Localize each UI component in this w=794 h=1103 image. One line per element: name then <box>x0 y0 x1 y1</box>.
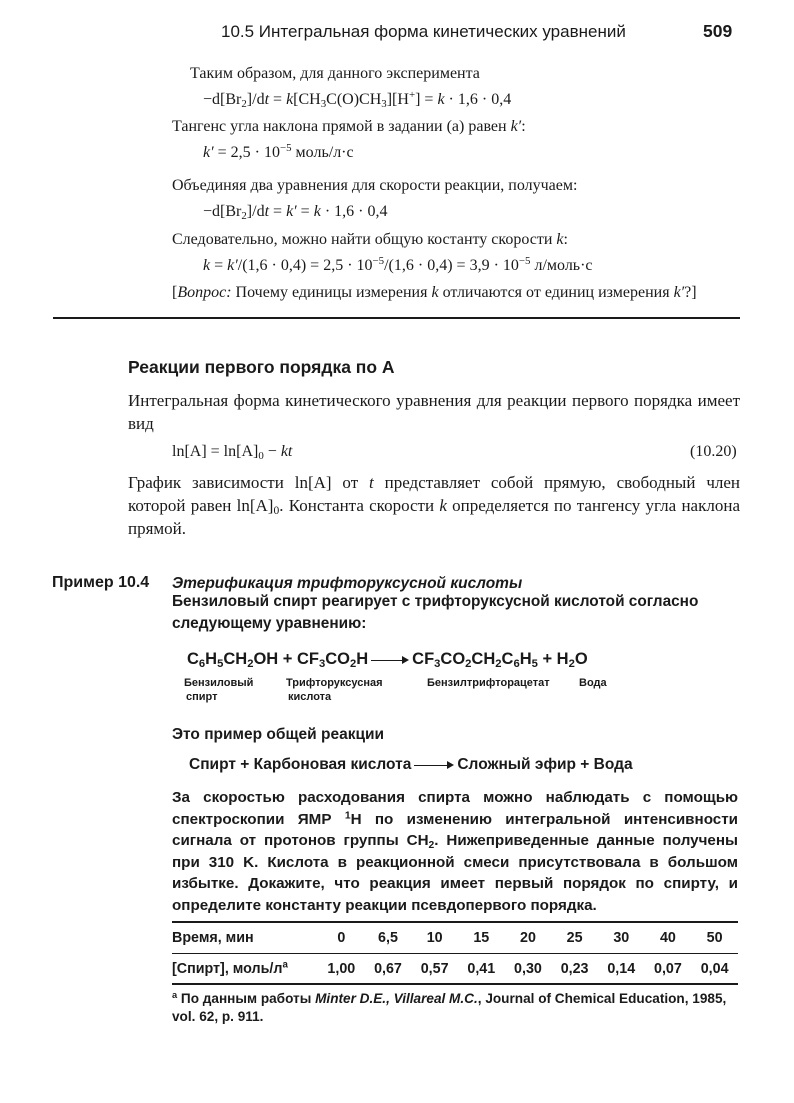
table-cell: 1,00 <box>327 960 356 977</box>
product-benzyl-trifluoroacetate: $CF_3CO_2CH_2C_6H_5$ <box>412 650 538 671</box>
text-line: Таким образом, для данного эксперимента <box>190 65 480 82</box>
reactant-benzyl-alcohol: $C_6H_5CH_2OH$ <box>187 650 279 671</box>
equation-number: (10.20) <box>690 443 737 460</box>
table-cell: 25 <box>566 929 583 946</box>
rate-constant-equation: $k' = 2,5 \cdot 10^{-5}$ моль/л·с <box>203 142 354 161</box>
chemical-reaction: $C_6H_5CH_2OH + CF_3CO_2H$ $CF_3CO_2CH_2C_6H_5 + H_2O$ <box>187 650 588 671</box>
rate-constant-calculation: $k = k'/(1,6 \cdot 0,4) = 2,5 \cdot 10^{-5}/(1,6 \cdot 0,4) = 3,9 \cdot 10^{-5}$ л/моль·с <box>203 255 593 274</box>
table-cell: 0,57 <box>420 960 449 977</box>
table-cell: 0 <box>337 929 346 946</box>
reaction-arrow-icon <box>371 655 409 665</box>
rate-equation-1: $-d[Br_2]/dt = k[CH_3C(O)CH_3][H^+] = k \cdot 1,6 \cdot 0,4$ <box>203 89 512 111</box>
product-water: $H_2O$ <box>556 650 588 671</box>
explanation-paragraph: График зависимости ln[A] от t представляет собой прямую, свободный член которой равен $\ln[A]_0$. Константа скорости k определяется по тангенсу угла наклона прямой. <box>128 473 741 538</box>
label-water: Вода <box>579 677 607 689</box>
section-heading: Реакции первого порядка по А <box>128 357 395 377</box>
running-head: 10.5 Интегральная форма кинетических уравнений <box>221 22 626 41</box>
example-title: Этерификация трифторуксусной кислоты <box>172 575 523 592</box>
table-cell: 0,67 <box>374 960 402 977</box>
row-header-time: Время, мин <box>172 929 254 946</box>
table-row-concentration <box>172 953 738 984</box>
table-cell: 10 <box>426 929 443 946</box>
rate-equation-2: $-d[Br_2]/dt = k' = k \cdot 1,6 \cdot 0,4$ <box>203 203 388 223</box>
label-benzyl-alcohol: Бензиловый спирт <box>184 677 254 703</box>
section-divider <box>53 317 740 319</box>
example-label: Пример 10.4 <box>52 574 150 591</box>
row-header-concentration: [Спирт], моль/$л^a$ <box>172 959 288 977</box>
table-footnote: $^a$ По данным работы Minter D.E., Villareal M.C., Journal of Chemical Education, 1985, vol. 62, p. 911. <box>172 989 727 1024</box>
general-reaction: Спирт + Карбоновая кислота Сложный эфир + Вода <box>189 756 633 773</box>
table-cell: 0,07 <box>654 960 682 977</box>
text-line: Тангенс угла наклона прямой в задании (а) равен k′: <box>172 118 526 135</box>
page-number: 509 <box>703 21 733 41</box>
label-benzyl-trifluoroacetate: Бензилтрифторацетат <box>427 677 550 689</box>
table-cell: 30 <box>613 929 630 946</box>
table-cell: 0,04 <box>700 960 729 977</box>
first-order-equation: $\ln[A] = \ln[A]_0$ − kt <box>172 443 293 463</box>
reaction-arrow-icon <box>414 760 454 770</box>
text-line: Следовательно, можно найти общую костанту скорости k: <box>172 231 568 248</box>
table-cell: 0,30 <box>514 960 542 977</box>
intro-paragraph: Интегральная форма кинетического уравнения для реакции первого порядка имеет вид <box>128 391 740 433</box>
table-cell: 20 <box>520 929 536 946</box>
text-line: Объединяя два уравнения для скорости реакции, получаем: <box>172 177 578 194</box>
reactant-trifluoroacetic-acid: $CF_3CO_2H$ <box>297 650 369 671</box>
general-reaction-heading: Это пример общей реакции <box>172 726 385 743</box>
table-cell: 0,14 <box>607 960 636 977</box>
table-cell: 0,23 <box>560 960 589 977</box>
example-intro: Бензиловый спирт реагирует с трифторуксусной кислотой согласно следующему уравнению: <box>172 593 699 632</box>
table-cell: 50 <box>706 929 723 946</box>
kinetics-data-table <box>172 922 738 984</box>
table-cell: 0,41 <box>467 960 496 977</box>
label-trifluoroacetic-acid: Трифторуксусная кислота <box>286 677 383 703</box>
question-note: [Вопрос: Почему единицы измерения k отличаются от единиц измерения k′?] <box>172 284 697 301</box>
table-cell: 40 <box>659 929 676 946</box>
task-paragraph: За скоростью расходования спирта можно наблюдать с помощью спектроскопии ЯМР $^1$H по изменению интегральной интенсивности сигнала от протонов группы $CH_2$. Нижеприведенные данные получены при 310 K. Кислота в реакционной смеси присутствовала в большом избытке. Докажите, что реакция имеет первый порядок по спирту, и определите константу реакции псевдопервого порядка. <box>172 789 738 914</box>
table-cell: 6,5 <box>378 929 398 946</box>
table-row-time <box>172 922 738 953</box>
table-cell: 15 <box>473 929 490 946</box>
